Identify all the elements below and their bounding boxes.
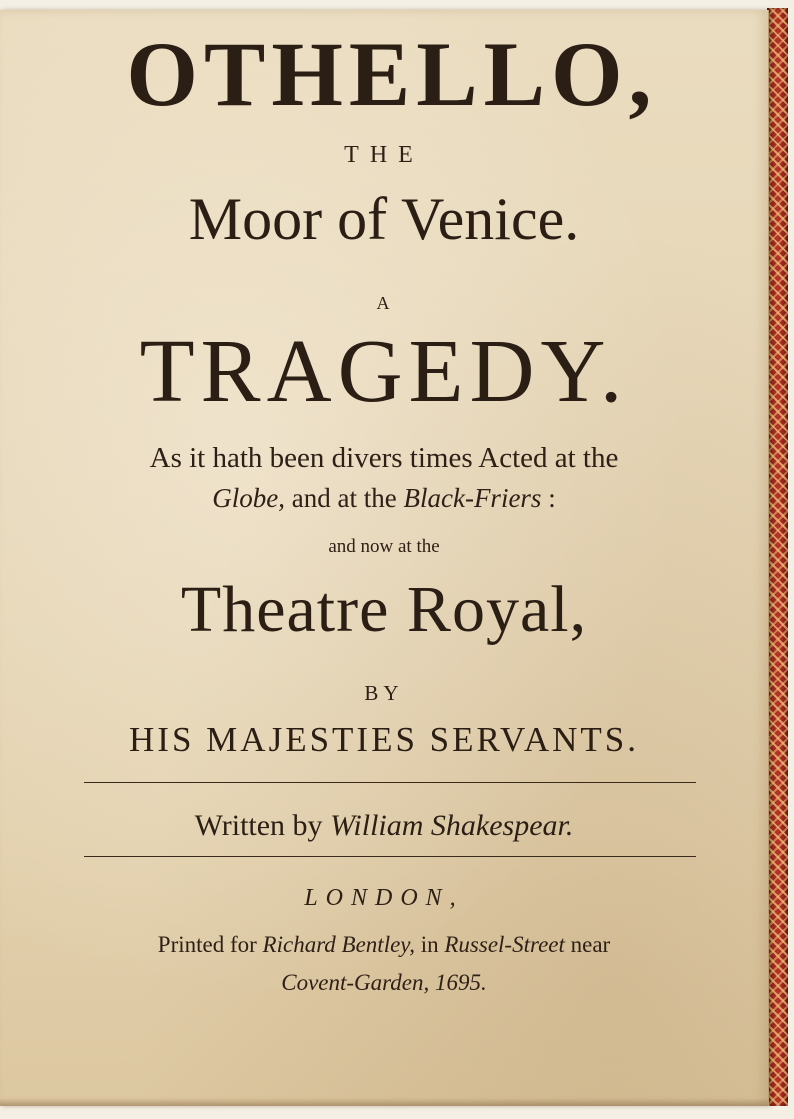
- author-line: [0, 806, 768, 846]
- printed-for-label: Printed for: [157, 932, 263, 957]
- imprint-near: near: [564, 932, 611, 957]
- imprint-connector: in: [414, 932, 445, 957]
- genre-article: A: [376, 293, 392, 313]
- performance-line-2: [0, 480, 768, 516]
- and-now-line: and now at the: [328, 536, 440, 557]
- performance-connector: and at the: [285, 483, 404, 513]
- globe-theatre-name: Globe,: [212, 483, 286, 513]
- publication-year: 1695.: [429, 970, 487, 995]
- by-line: BY: [364, 681, 404, 705]
- top-divider-rule: [84, 782, 696, 783]
- bottom-divider-rule: [84, 856, 696, 857]
- imprint-line-2: [0, 966, 768, 1000]
- title-article-the: THE: [344, 142, 424, 168]
- subtitle: Moor of Venice.: [188, 186, 580, 252]
- performance-line-1: As it hath been divers times Acted at the: [149, 442, 619, 474]
- location-name: Covent-Garden,: [281, 970, 430, 995]
- performance-line-end: :: [541, 483, 556, 513]
- title-page: [0, 10, 769, 1106]
- publisher-name: Richard Bentley,: [262, 932, 415, 957]
- theatre-royal-heading: Theatre Royal,: [180, 573, 588, 646]
- company-name: HIS MAJESTIES SERVANTS.: [129, 720, 639, 759]
- imprint-place: LONDON,: [304, 885, 464, 911]
- genre-heading: TRAGEDY.: [139, 322, 629, 421]
- written-by-label: Written by: [194, 809, 331, 842]
- author-name: William Shakespear.: [330, 809, 574, 842]
- blackfriars-theatre-name: Black-Friers: [403, 483, 542, 513]
- marbled-endpaper: [767, 8, 788, 1106]
- imprint-line-1: [0, 928, 768, 962]
- street-name: Russel-Street: [444, 932, 565, 957]
- main-title: OTHELLO,: [126, 23, 658, 125]
